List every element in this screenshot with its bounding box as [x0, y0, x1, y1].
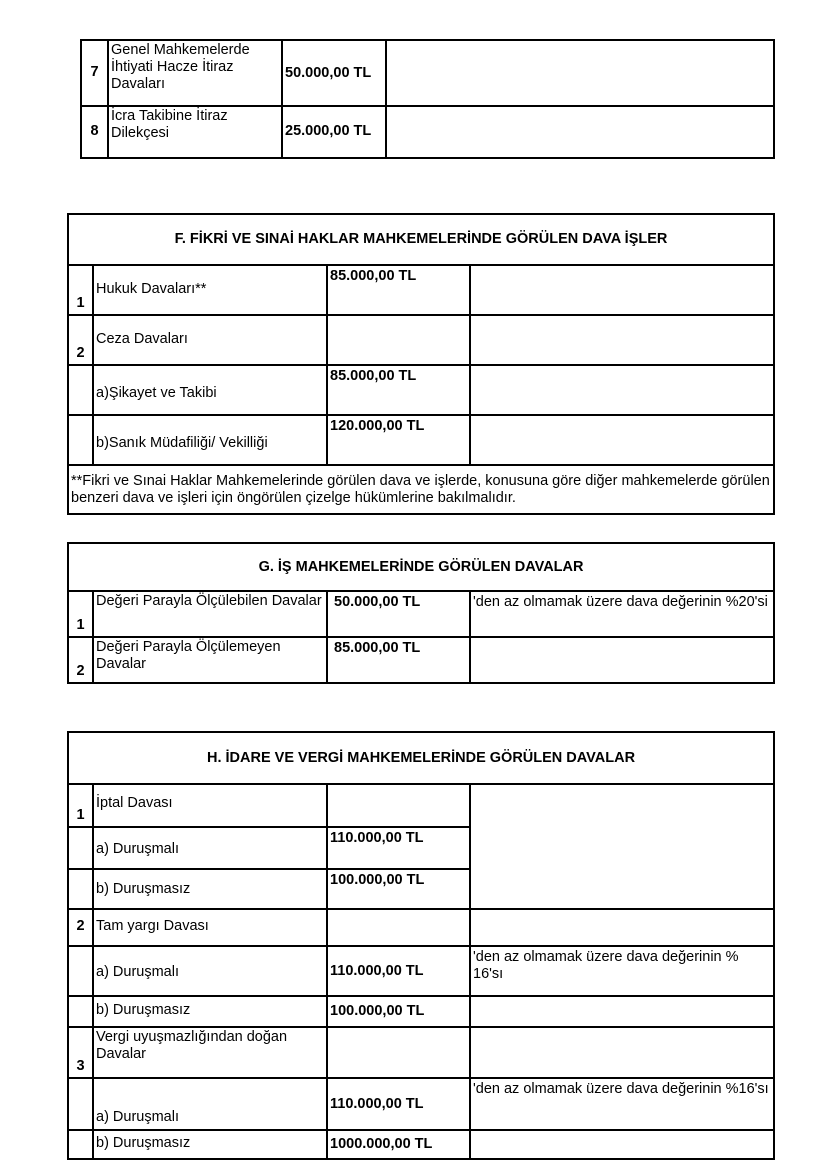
row-amount — [327, 315, 470, 365]
row-note — [470, 265, 774, 315]
row-description: İcra Takibine İtiraz Dilekçesi — [108, 106, 282, 158]
row-number — [68, 827, 93, 869]
row-note — [470, 996, 774, 1027]
row-description: Vergi uyuşmazlığından doğan Davalar — [93, 1027, 327, 1078]
row-number: 2 — [68, 315, 93, 365]
row-amount: 110.000,00 TL — [327, 946, 470, 996]
table-row — [68, 784, 774, 827]
row-description: a) Duruşmalı — [93, 1078, 327, 1130]
section-title: F. FİKRİ VE SINAİ HAKLAR MAHKEMELERİNDE GÖRÜLEN DAVA İŞLER — [68, 214, 774, 265]
table-row — [68, 1027, 774, 1078]
row-amount: 85.000,00 TL — [327, 265, 470, 315]
table-row — [68, 1078, 774, 1130]
row-number: 2 — [68, 637, 93, 683]
row-note — [470, 784, 774, 909]
table-row — [81, 40, 774, 106]
row-amount: 85.000,00 TL — [327, 637, 470, 683]
row-amount: 50.000,00 TL — [327, 591, 470, 637]
table-h — [67, 731, 775, 1160]
section-title: G. İŞ MAHKEMELERİNDE GÖRÜLEN DAVALAR — [68, 543, 774, 591]
row-amount: 85.000,00 TL — [327, 365, 470, 415]
row-note — [470, 909, 774, 946]
table-e — [80, 39, 775, 159]
row-description: Ceza Davaları — [93, 315, 327, 365]
row-amount: 25.000,00 TL — [282, 106, 386, 158]
table-row — [68, 909, 774, 946]
row-amount: 1000.000,00 TL — [327, 1130, 470, 1159]
row-number: 1 — [68, 265, 93, 315]
row-note: 'den az olmamak üzere dava değerinin %16'sı — [470, 1078, 774, 1130]
row-note: 'den az olmamak üzere dava değerinin % 16'sı — [470, 946, 774, 996]
row-description: İptal Davası — [93, 784, 327, 827]
row-number — [68, 365, 93, 415]
row-amount — [327, 909, 470, 946]
row-amount: 110.000,00 TL — [327, 827, 470, 869]
table-row — [68, 591, 774, 637]
row-description: b) Duruşmasız — [93, 996, 327, 1027]
row-note — [470, 637, 774, 683]
row-amount: 110.000,00 TL — [327, 1078, 470, 1130]
row-number — [68, 415, 93, 465]
table-row — [81, 106, 774, 158]
table-g — [67, 542, 775, 684]
row-amount — [327, 784, 470, 827]
row-number: 8 — [81, 106, 108, 158]
table-row — [68, 265, 774, 315]
row-number: 3 — [68, 1027, 93, 1078]
row-number — [68, 946, 93, 996]
row-number — [68, 1130, 93, 1159]
row-number — [68, 1078, 93, 1130]
row-description: Hukuk Davaları** — [93, 265, 327, 315]
row-note: 'den az olmamak üzere dava değerinin %20'si — [470, 591, 774, 637]
row-note — [470, 365, 774, 415]
table-row — [68, 1130, 774, 1159]
row-number: 7 — [81, 40, 108, 106]
row-note — [470, 315, 774, 365]
table-row — [68, 996, 774, 1027]
row-number: 2 — [68, 909, 93, 946]
table-f — [67, 213, 775, 515]
row-description: a) Duruşmalı — [93, 946, 327, 996]
row-amount: 100.000,00 TL — [327, 869, 470, 909]
row-description: b) Duruşmasız — [93, 1130, 327, 1159]
row-note — [470, 1130, 774, 1159]
row-description: Değeri Parayla Ölçülemeyen Davalar — [93, 637, 327, 683]
row-description: a) Duruşmalı — [93, 827, 327, 869]
table-row — [68, 315, 774, 365]
row-description: a)Şikayet ve Takibi — [93, 365, 327, 415]
row-amount: 100.000,00 TL — [327, 996, 470, 1027]
row-note — [470, 415, 774, 465]
row-description: b) Duruşmasız — [93, 869, 327, 909]
row-amount — [327, 1027, 470, 1078]
row-note — [470, 1027, 774, 1078]
table-row — [68, 365, 774, 415]
table-row — [68, 415, 774, 465]
row-number: 1 — [68, 784, 93, 827]
row-amount: 50.000,00 TL — [282, 40, 386, 106]
row-number — [68, 869, 93, 909]
row-description: b)Sanık Müdafiliği/ Vekilliği — [93, 415, 327, 465]
row-note — [386, 106, 774, 158]
row-amount: 120.000,00 TL — [327, 415, 470, 465]
row-description: Değeri Parayla Ölçülebilen Davalar — [93, 591, 327, 637]
row-description: Tam yargı Davası — [93, 909, 327, 946]
row-note — [386, 40, 774, 106]
row-number — [68, 996, 93, 1027]
footnote: **Fikri ve Sınai Haklar Mahkemelerinde görülen dava ve işlerde, konusuna göre diğer mahkemelerde görülen benzeri dava ve işleri için öngörülen çizelge hükümlerine bakılmalıdır. — [68, 465, 774, 514]
table-row — [68, 946, 774, 996]
section-title: H. İDARE VE VERGİ MAHKEMELERİNDE GÖRÜLEN DAVALAR — [68, 732, 774, 784]
row-number: 1 — [68, 591, 93, 637]
table-row — [68, 637, 774, 683]
row-description: Genel Mahkemelerde İhtiyati Hacze İtiraz Davaları — [108, 40, 282, 106]
